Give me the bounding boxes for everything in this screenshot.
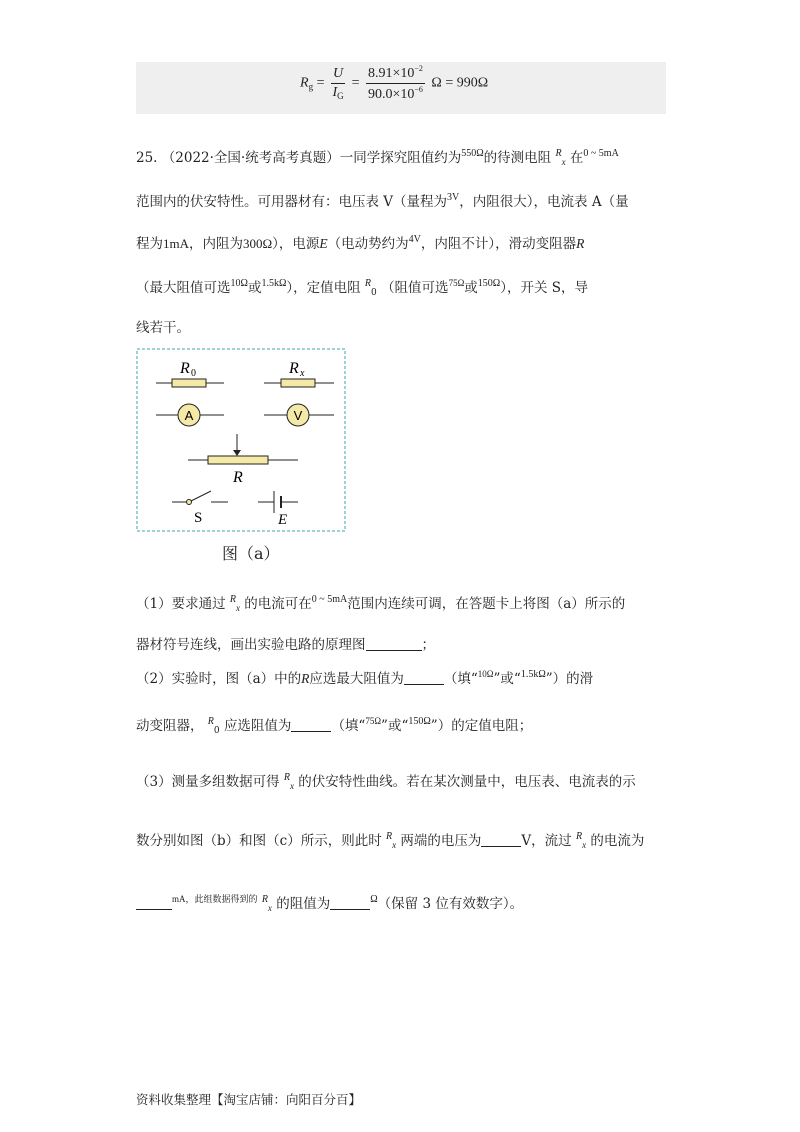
rx-resistor	[264, 379, 334, 387]
p-text: 的电流为	[590, 833, 645, 849]
fraction-u-over-i	[331, 66, 345, 101]
p-text: 器材符号连线，画出实验电路的原理图	[136, 637, 366, 653]
p-text: 的电流可在	[244, 596, 312, 612]
p-value: 1.5kΩ	[520, 669, 546, 680]
switch-label: S	[194, 510, 203, 526]
battery-label: E	[278, 512, 288, 528]
battery-symbol	[258, 491, 298, 513]
part1-line-1	[136, 592, 625, 613]
frac1-den-sub: G	[337, 91, 344, 101]
q-text: 范围内的伏安特性。可用器材有：电压表 V（量程为	[136, 194, 448, 210]
rheostat-symbol	[188, 434, 298, 464]
p-range: 0 ~ 5mA	[311, 594, 348, 605]
p-text: 的阻值为	[276, 896, 331, 912]
part1-line-2	[136, 633, 435, 653]
p-symbol: R	[301, 671, 310, 686]
rx-sub: x	[236, 603, 240, 613]
p-text: ”）的滑	[545, 671, 594, 687]
rx-label-sub: x	[300, 368, 305, 379]
frac2-den-exp: −6	[414, 85, 423, 94]
rx-symbol: R	[555, 148, 562, 159]
p-text: ”或“	[493, 671, 521, 687]
q-text: 或	[247, 280, 262, 296]
frac1-den: I	[332, 85, 338, 100]
q-text: ，内阻为	[189, 236, 243, 252]
question-line-2	[136, 190, 629, 210]
q-text: 线若干。	[136, 320, 190, 336]
q-text: （电动势约为	[327, 236, 409, 252]
p-text: ”）的定值电阻；	[430, 718, 533, 734]
q-value: 1mA	[163, 236, 189, 251]
rx-symbol: R	[575, 831, 583, 842]
rx-sub: x	[290, 781, 294, 791]
part3-line-1	[136, 770, 636, 791]
question-line-1	[136, 146, 619, 167]
q-text: ，内阻不计），滑动变阻器	[420, 236, 577, 252]
rx-sub: x	[392, 840, 397, 850]
frac2-num: 8.91×10	[368, 66, 415, 81]
p-text: 应选最大阻值为	[309, 671, 404, 687]
voltmeter-label: V	[293, 408, 303, 423]
rx-symbol: R	[229, 594, 236, 605]
rheostat-label: R	[233, 469, 243, 486]
rx-symbol: R	[261, 894, 268, 905]
p-text: （1）要求通过	[136, 596, 226, 612]
p-text: 数分别如图（b）和图（c）所示，则此时	[136, 833, 382, 849]
answer-blank-1[interactable]	[366, 638, 422, 651]
p-text: 动变阻器，	[136, 718, 204, 734]
question-line-4	[136, 276, 588, 298]
p-text: ”或“	[381, 718, 409, 734]
q-value: 300Ω	[243, 236, 273, 251]
r0-sub: 0	[371, 288, 377, 298]
question-number: 25.	[136, 150, 158, 166]
p-text: 应选阻值为	[223, 718, 292, 734]
part3-line-2	[136, 829, 644, 850]
q-text: 一同学探究阻值约为	[339, 150, 462, 166]
q-value: 150Ω	[477, 278, 501, 289]
p-value: 10Ω	[477, 669, 494, 679]
question-line-5	[136, 316, 190, 336]
rx-label: R	[289, 360, 299, 377]
q-text: ），定值电阻	[286, 280, 361, 296]
q-value: 550Ω	[461, 148, 484, 159]
p-text: 范围内连续可调，在答题卡上将图（a）所示的	[347, 596, 626, 612]
q-text: （阻值可选	[381, 280, 449, 296]
q-text: 在	[569, 150, 584, 166]
rx-sub: x	[561, 157, 566, 167]
r0-resistor	[156, 379, 224, 387]
frac2-num-exp: −2	[414, 64, 423, 73]
part2-line-1	[136, 667, 593, 687]
q-text: ），开关 S，导	[500, 280, 588, 296]
answer-blank-4[interactable]	[481, 834, 521, 847]
figure-a-components	[136, 348, 348, 534]
q-text: ，内阻很大），电流表 A（量	[459, 194, 629, 210]
r0-label-sub: 0	[191, 368, 196, 379]
question-source: （2022·全国·统考高考真题）	[161, 150, 340, 166]
q-value: 1.5kΩ	[261, 278, 287, 289]
answer-blank-5[interactable]	[136, 897, 172, 910]
q-value: 4V	[408, 234, 421, 245]
rx-symbol: R	[386, 831, 393, 842]
q-symbol: R	[576, 236, 585, 251]
p-text: 两端的电压为	[400, 833, 482, 849]
r0-label: R	[180, 360, 190, 377]
answer-blank-3[interactable]	[291, 719, 331, 732]
formula-rg: $R_g$ = $\frac{U}{I_G}$ = $\frac{8.91\times 10^{-2}}{90.0\times 10^{-6}}$ Ω = 990Ω	[300, 64, 489, 102]
answer-blank-2[interactable]	[404, 672, 444, 685]
r0-symbol: R	[364, 278, 372, 289]
rx-symbol: R	[283, 772, 290, 783]
formula-lhs-sub: g	[308, 81, 314, 92]
q-range: 0 ~ 5mA	[583, 148, 619, 159]
q-text: 的待测电阻	[483, 150, 552, 166]
q-text: 或	[464, 280, 478, 296]
rx-sub: x	[582, 840, 587, 850]
ammeter-label: A	[184, 408, 194, 423]
figure-border	[137, 349, 345, 531]
q-text: ），电源	[272, 236, 320, 252]
p-text: （填“	[331, 718, 366, 734]
p-unit: Ω	[370, 894, 378, 905]
switch-symbol	[172, 491, 228, 505]
p-value: 150Ω	[408, 716, 431, 727]
q-value: 10Ω	[230, 278, 248, 289]
p-text: ；	[421, 637, 435, 653]
r0-symbol: R	[207, 716, 214, 727]
p-value: 75Ω	[365, 716, 382, 726]
fraction-values	[366, 64, 425, 103]
p-text: 的伏安特性曲线。若在某次测量中，电压表、电流表的示	[298, 774, 636, 790]
rx-sub: x	[267, 903, 272, 913]
footer-note: 资料收集整理【淘宝店铺：向阳百分百】	[136, 1092, 362, 1107]
r0-sub: 0	[213, 726, 220, 736]
q-value: 3V	[447, 192, 460, 203]
figure-caption: 图（a）	[222, 544, 280, 563]
part2-line-2	[136, 714, 532, 736]
p-text: mA，此组数据得到的	[172, 894, 258, 904]
p-text: V，流过	[521, 833, 572, 849]
frac1-num: U	[331, 66, 345, 84]
formula-rhs: Ω = 990Ω	[431, 75, 489, 91]
q-text: （最大阻值可选	[136, 280, 231, 296]
p-text: （保留 3 位有效数字）。	[377, 896, 524, 912]
part3-line-3	[136, 892, 523, 913]
p-text: （3）测量多组数据可得	[136, 774, 280, 790]
frac2-den: 90.0×10	[368, 87, 415, 102]
q-value: 75Ω	[448, 278, 465, 288]
p-text: （填“	[443, 671, 478, 687]
q-symbol: E	[319, 236, 328, 251]
p-text: （2）实验时，图（a）中的	[136, 671, 302, 687]
question-line-3	[136, 232, 584, 252]
q-text: 程为	[136, 236, 163, 252]
answer-blank-6[interactable]	[330, 897, 370, 910]
formula-lhs: R	[300, 75, 309, 91]
